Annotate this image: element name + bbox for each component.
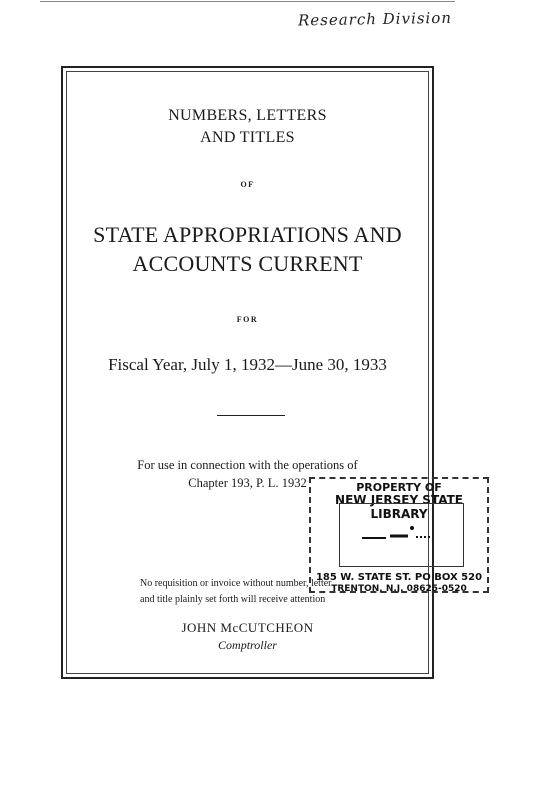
stamp-ink-marks [360, 522, 450, 552]
main-title-line-1: STATE APPROPRIATIONS AND [93, 222, 402, 247]
title-heading [61, 105, 434, 149]
notice-line-1: No requisition or invoice without number, letter [140, 578, 332, 589]
of-connector: OF [240, 180, 255, 189]
stamp-line-1: PROPERTY OF [356, 481, 442, 494]
section-divider [217, 415, 285, 416]
notice-line-2: and title plainly set forth will receive attention [140, 594, 326, 605]
fiscal-year-line: Fiscal Year, July 1, 1932—June 30, 1933 [108, 355, 387, 374]
signatory-name: JOHN McCUTCHEON [181, 620, 314, 635]
signatory-title: Comptroller [218, 638, 277, 652]
stamp-line-4: TRENTON, N.J. 08625-0520 [331, 584, 467, 594]
stamp-line-2: NEW JERSEY STATE LIBRARY [335, 493, 463, 521]
requisition-notice [140, 576, 332, 608]
main-title-line-2: ACCOUNTS CURRENT [132, 251, 363, 276]
main-title [61, 220, 434, 278]
for-connector: FOR [236, 315, 259, 324]
title-line-2: AND TITLES [200, 129, 295, 146]
top-edge-rule [40, 1, 455, 2]
title-line-1: NUMBERS, LETTERS [168, 107, 327, 124]
stamp-line-3: 185 W. STATE ST. PO BOX 520 [315, 572, 483, 583]
usage-line-2: Chapter 193, P. L. 1932 [188, 476, 307, 490]
handwritten-annotation: Research Division [297, 8, 453, 30]
usage-line-1: For use in connection with the operations of [137, 458, 358, 472]
